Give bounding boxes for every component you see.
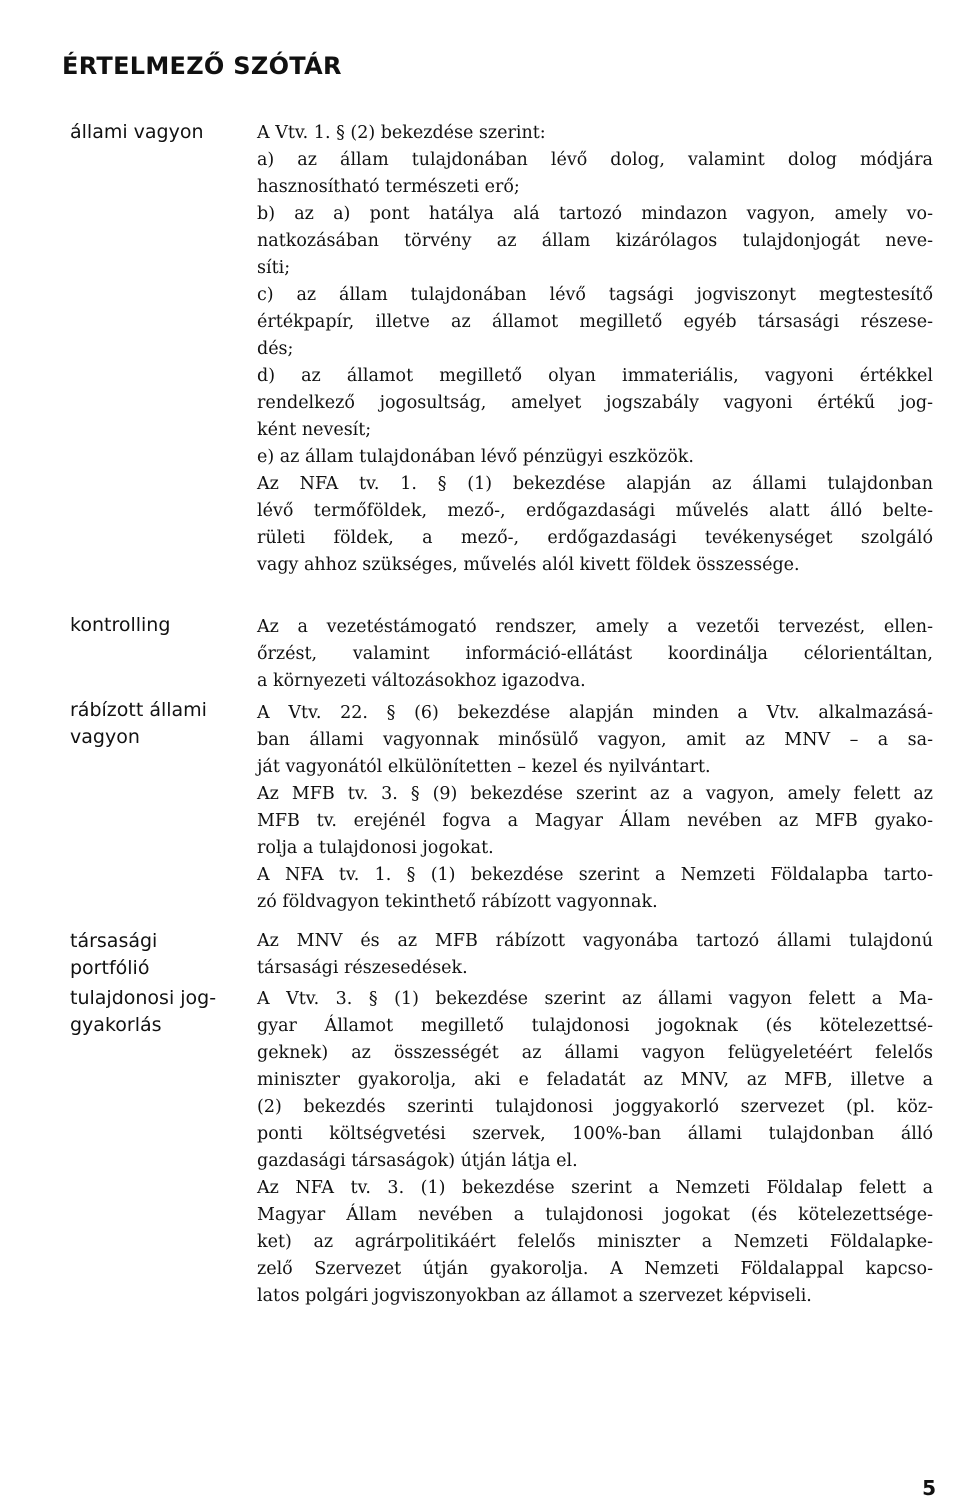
definition-line: (2) bekezdés szerinti tulajdonosi joggyakorló szervezet (pl. köz-	[257, 1097, 933, 1117]
definition-line: zó földvagyon tekinthető rábízott vagyonnak.	[257, 892, 658, 912]
definition-line: Az NFA tv. 1. § (1) bekezdése alapján az állami tulajdonban	[257, 474, 933, 494]
definition-line: ponti költségvetési szervek, 100%-ban állami tulajdonban álló	[257, 1124, 933, 1144]
definition-allami-vagyon	[257, 120, 933, 579]
term-line: rábízott állami	[70, 699, 207, 721]
definition-line: értékpapír, illetve az államot megillető egyéb társasági részese-	[257, 312, 933, 332]
definition-line: latos polgári jogviszonyokban az államot a szervezet képviseli.	[257, 1286, 812, 1306]
definition-line: A Vtv. 22. § (6) bekezdése alapján minden a Vtv. alkalmazásá-	[257, 703, 933, 723]
definition-line: c) az állam tulajdonában lévő tagsági jogviszonyt megtestesítő	[257, 285, 933, 305]
term-tarsasagi-portfolio	[70, 928, 240, 982]
definition-kontrolling	[257, 614, 933, 695]
definition-line: síti;	[257, 258, 291, 278]
definition-line: Az NFA tv. 3. (1) bekezdése szerint a Nemzeti Földalap felett a	[257, 1178, 933, 1198]
definition-line: d) az államot megillető olyan immateriális, vagyoni értékkel	[257, 366, 933, 386]
definition-line: e) az állam tulajdonában lévő pénzügyi eszközök.	[257, 447, 694, 467]
definition-line: gyar Államot megillető tulajdonosi jogoknak (és kötelezettsé-	[257, 1016, 933, 1036]
definition-tarsasagi-portfolio	[257, 928, 933, 982]
definition-line: őrzést, valamint információ-ellátást koordinálja célorientáltan,	[257, 644, 933, 664]
definition-line: rületi földek, a mező-, erdőgazdasági tevékenységet szolgáló	[257, 528, 933, 548]
definition-line: ját vagyonától elkülönítetten – kezel és nyilvántart.	[257, 757, 711, 777]
definition-line: miniszter gyakorolja, aki e feladatát az MNV, az MFB, illetve a	[257, 1070, 933, 1090]
term-line: portfólió	[70, 957, 150, 979]
definition-tulajdonosi-joggyakorlas	[257, 986, 933, 1310]
definition-line: natkozásában törvény az állam kizárólagos tulajdonjogát neve-	[257, 231, 933, 251]
definition-line: dés;	[257, 339, 294, 359]
definition-line: a környezeti változásokhoz igazodva.	[257, 671, 586, 691]
definition-line: gazdasági társaságok) útján látja el.	[257, 1151, 578, 1171]
term-rabizott-allami-vagyon	[70, 697, 240, 751]
term-line: állami vagyon	[70, 121, 204, 143]
definition-line: A Vtv. 1. § (2) bekezdése szerint:	[257, 123, 546, 143]
definition-line: társasági részesedések.	[257, 958, 468, 978]
definition-line: A NFA tv. 1. § (1) bekezdése szerint a Nemzeti Földalapba tarto-	[257, 865, 933, 885]
definition-line: Magyar Állam nevében a tulajdonosi jogokat (és kötelezettsége-	[257, 1205, 933, 1225]
term-line: vagyon	[70, 726, 140, 748]
page-number: 5	[922, 1476, 936, 1500]
definition-line: A Vtv. 3. § (1) bekezdése szerint az állami vagyon felett a Ma-	[257, 989, 933, 1009]
definition-line: hasznosítható természeti erő;	[257, 177, 520, 197]
definition-line: MFB tv. erejénél fogva a Magyar Állam nevében az MFB gyako-	[257, 811, 933, 831]
term-line: kontrolling	[70, 614, 171, 636]
definition-line: ban állami vagyonnak minősülő vagyon, amit az MNV – a sa-	[257, 730, 933, 750]
definition-line: Az MNV és az MFB rábízott vagyonába tartozó állami tulajdonú	[257, 931, 933, 951]
definition-line: ként nevesít;	[257, 420, 372, 440]
definition-line: Az MFB tv. 3. § (9) bekezdése szerint az a vagyon, amely felett az	[257, 784, 933, 804]
term-kontrolling	[70, 612, 240, 639]
definition-line: zelő Szervezet útján gyakorolja. A Nemzeti Földalappal kapcso-	[257, 1259, 933, 1279]
definition-line: a) az állam tulajdonában lévő dolog, valamint dolog módjára	[257, 150, 933, 170]
term-line: társasági	[70, 930, 158, 952]
definition-line: rolja a tulajdonosi jogokat.	[257, 838, 494, 858]
term-line: gyakorlás	[70, 1014, 162, 1036]
definition-line: rendelkező jogosultság, amelyet jogszabály vagyoni értékű jog-	[257, 393, 933, 413]
definition-line: geknek) az összességét az állami vagyon felügyeletéért felelős	[257, 1043, 933, 1063]
term-allami-vagyon	[70, 119, 240, 146]
page-title: ÉRTELMEZŐ SZÓTÁR	[62, 52, 342, 80]
definition-line: ket) az agrárpolitikáért felelős miniszter a Nemzeti Földalapke-	[257, 1232, 933, 1252]
definition-line: lévő termőföldek, mező-, erdőgazdasági művelés alatt álló belte-	[257, 501, 933, 521]
definition-rabizott-allami-vagyon	[257, 700, 933, 916]
definition-line: b) az a) pont hatálya alá tartozó mindazon vagyon, amely vo-	[257, 204, 933, 224]
definition-line: vagy ahhoz szükséges, művelés alól kivett földek összessége.	[257, 555, 800, 575]
definition-line: Az a vezetéstámogató rendszer, amely a vezetői tervezést, ellen-	[257, 617, 933, 637]
term-line: tulajdonosi jog-	[70, 987, 217, 1009]
term-tulajdonosi-joggyakorlas	[70, 985, 240, 1039]
